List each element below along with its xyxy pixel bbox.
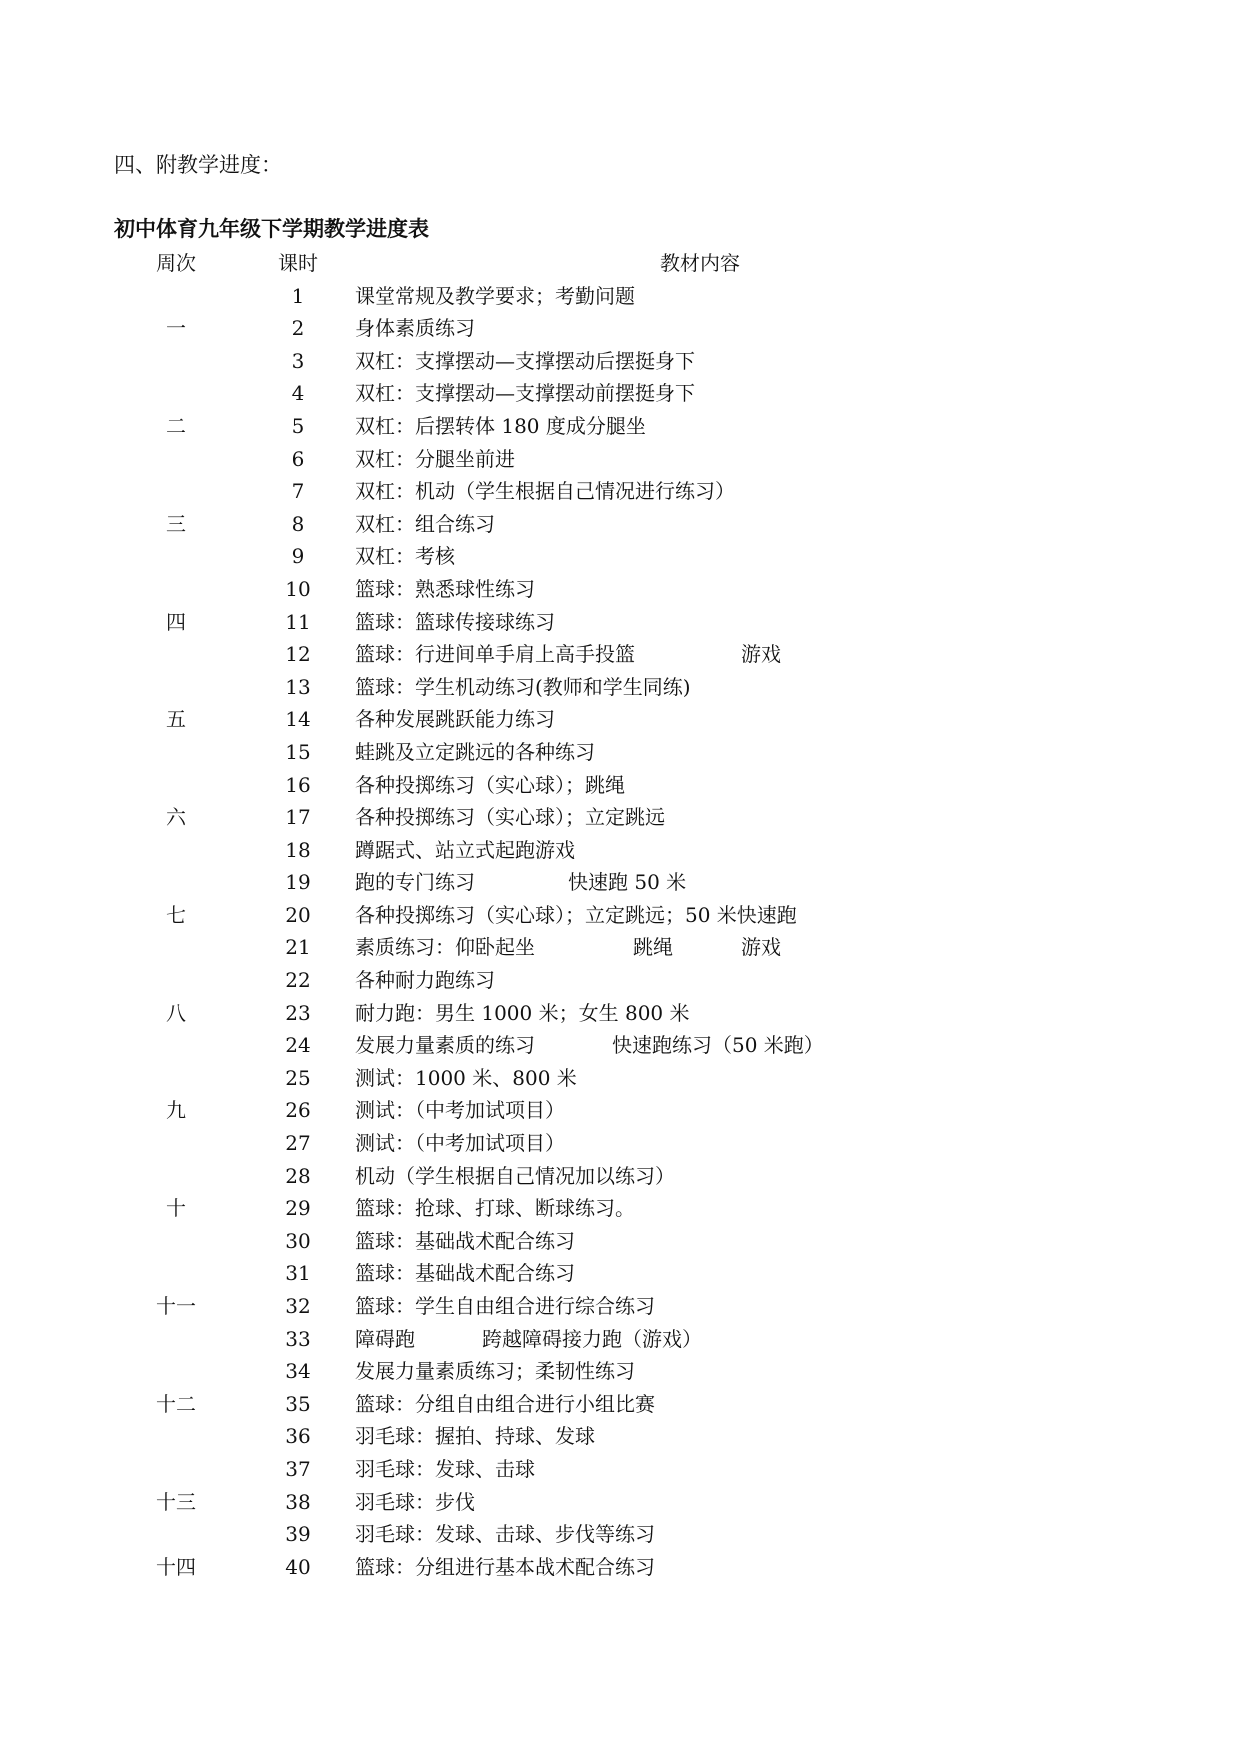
table-row (0, 410, 1241, 443)
table-row (0, 931, 1241, 964)
content-cell: 身体素质练习 (355, 316, 475, 341)
content-cell: 篮球：熟悉球性练习 (355, 576, 535, 601)
lesson-cell: 19 (285, 870, 311, 895)
lesson-cell: 8 (291, 511, 305, 536)
week-cell: 十二 (156, 1391, 196, 1416)
week-cell: 十三 (156, 1489, 196, 1514)
lesson-cell: 13 (285, 674, 311, 699)
content-cell: 篮球：抢球、打球、断球练习。 (355, 1196, 635, 1221)
header-lesson: 课时 (278, 251, 318, 275)
content-cell: 双杠：支撑摆动—支撑摆动前摆挺身下 (355, 381, 695, 406)
week-cell: 八 (166, 1000, 186, 1025)
week-cell: 十 (166, 1196, 186, 1221)
content-cell: 篮球：篮球传接球练习 (355, 609, 555, 634)
content-cell: 篮球：分组进行基本战术配合练习 (355, 1554, 655, 1579)
lesson-cell: 22 (285, 968, 311, 993)
lesson-cell: 32 (285, 1294, 311, 1318)
table-row (0, 508, 1241, 541)
content-cell: 羽毛球：发球、击球 (355, 1456, 535, 1481)
content-cell: 蛙跳及立定跳远的各种练习 (355, 739, 595, 764)
table-row (0, 475, 1241, 508)
lesson-cell: 2 (291, 316, 305, 341)
content-cell: 双杠：机动（学生根据自己情况进行练习） (355, 479, 735, 504)
content-cell: 障碍跑 (355, 1326, 415, 1351)
lesson-cell: 37 (285, 1456, 311, 1481)
table-row (0, 377, 1241, 410)
lesson-cell: 16 (285, 772, 311, 797)
content-cell: 各种投掷练习（实心球）；立定跳远 (355, 805, 665, 830)
content-note: 快速跑练习（50 米跑） (612, 1033, 824, 1058)
content-cell: 篮球：分组自由组合进行小组比赛 (355, 1391, 655, 1416)
content-cell: 双杠：考核 (355, 544, 455, 569)
lesson-cell: 25 (285, 1065, 311, 1090)
week-cell: 十四 (156, 1554, 196, 1579)
section-heading: 四、附教学进度： (114, 153, 282, 177)
table-row (0, 1062, 1241, 1095)
table-row (0, 1225, 1241, 1258)
table-title: 初中体育九年级下学期教学进度表 (114, 217, 429, 241)
table-row (0, 736, 1241, 769)
table-row (0, 1453, 1241, 1486)
table-header-row (0, 247, 1241, 280)
week-cell: 二 (166, 413, 186, 438)
week-cell: 四 (166, 609, 186, 634)
table-row (0, 801, 1241, 834)
table-row (0, 1388, 1241, 1421)
content-cell: 课堂常规及教学要求；考勤问题 (355, 283, 635, 308)
lesson-cell: 38 (285, 1489, 311, 1514)
content-cell: 双杠：组合练习 (355, 511, 495, 536)
lesson-cell: 10 (285, 576, 311, 601)
lesson-cell: 36 (285, 1424, 311, 1449)
content-cell: 篮球：基础战术配合练习 (355, 1228, 575, 1253)
table-row (0, 703, 1241, 736)
table-row (0, 345, 1241, 378)
lesson-cell: 12 (285, 642, 311, 667)
content-note: 游戏 (741, 642, 781, 667)
table-row (0, 899, 1241, 932)
content-cell: 各种投掷练习（实心球）；跳绳 (355, 772, 625, 797)
table-row (0, 1192, 1241, 1225)
content-cell: 各种发展跳跃能力练习 (355, 707, 555, 732)
table-row (0, 638, 1241, 671)
lesson-cell: 18 (285, 837, 311, 862)
lesson-cell: 27 (285, 1131, 311, 1156)
content-cell: 各种投掷练习（实心球）；立定跳远；50 米快速跑 (355, 902, 797, 927)
content-cell: 篮球：行进间单手肩上高手投篮 (355, 642, 635, 667)
table-row (0, 1257, 1241, 1290)
week-cell: 五 (166, 707, 186, 732)
lesson-cell: 31 (285, 1261, 311, 1286)
table-row (0, 280, 1241, 313)
week-cell: 十一 (156, 1294, 196, 1318)
lesson-cell: 1 (291, 283, 305, 308)
content-cell: 羽毛球：发球、击球、步伐等练习 (355, 1522, 655, 1547)
content-cell: 测试：1000 米、800 米 (355, 1065, 577, 1090)
lesson-cell: 9 (291, 544, 305, 569)
lesson-cell: 5 (291, 413, 305, 438)
content-cell: 羽毛球：步伐 (355, 1489, 475, 1514)
lesson-cell: 39 (285, 1522, 311, 1547)
lesson-cell: 15 (285, 739, 311, 764)
content-note: 跳绳 (633, 935, 673, 960)
content-cell: 测试：（中考加试项目） (355, 1098, 565, 1123)
content-cell: 素质练习：仰卧起坐 (355, 935, 535, 960)
lesson-cell: 4 (291, 381, 305, 406)
lesson-cell: 7 (291, 479, 305, 504)
table-row (0, 1355, 1241, 1388)
table-row (0, 1486, 1241, 1519)
table-row (0, 1094, 1241, 1127)
week-cell: 一 (166, 316, 186, 341)
week-cell: 七 (166, 902, 186, 927)
lesson-cell: 14 (285, 707, 311, 732)
table-row (0, 1029, 1241, 1062)
table-row (0, 834, 1241, 867)
lesson-cell: 11 (285, 609, 311, 634)
table-row (0, 671, 1241, 704)
week-cell: 六 (166, 805, 186, 830)
content-note: 游戏 (741, 935, 781, 960)
content-cell: 发展力量素质练习；柔韧性练习 (355, 1359, 635, 1384)
header-week: 周次 (156, 251, 196, 275)
week-cell: 九 (166, 1098, 186, 1123)
lesson-cell: 29 (285, 1196, 311, 1221)
content-cell: 双杠：分腿坐前进 (355, 446, 515, 471)
schedule-table (0, 247, 1241, 1583)
lesson-cell: 34 (285, 1359, 311, 1384)
table-row (0, 1518, 1241, 1551)
content-cell: 篮球：学生自由组合进行综合练习 (355, 1294, 655, 1318)
content-cell: 机动（学生根据自己情况加以练习） (355, 1163, 675, 1188)
table-row (0, 1551, 1241, 1584)
content-cell: 跑的专门练习 (355, 870, 475, 895)
table-row (0, 964, 1241, 997)
table-row (0, 997, 1241, 1030)
content-cell: 双杠：后摆转体 180 度成分腿坐 (355, 413, 646, 438)
content-cell: 篮球：学生机动练习(教师和学生同练) (355, 674, 691, 699)
table-row (0, 573, 1241, 606)
content-cell: 羽毛球：握拍、持球、发球 (355, 1424, 595, 1449)
content-note: 快速跑 50 米 (568, 870, 687, 895)
table-body (0, 280, 1241, 1584)
table-row (0, 443, 1241, 476)
content-note: 跨越障碍接力跑（游戏） (482, 1326, 702, 1351)
table-row (0, 606, 1241, 639)
table-row (0, 312, 1241, 345)
content-cell: 测试：（中考加试项目） (355, 1131, 565, 1156)
table-row (0, 1290, 1241, 1323)
lesson-cell: 3 (291, 348, 305, 373)
content-cell: 双杠：支撑摆动—支撑摆动后摆挺身下 (355, 348, 695, 373)
content-cell: 耐力跑：男生 1000 米；女生 800 米 (355, 1000, 690, 1025)
table-row (0, 1127, 1241, 1160)
lesson-cell: 17 (285, 805, 311, 830)
content-cell: 蹲踞式、站立式起跑游戏 (355, 837, 575, 862)
lesson-cell: 21 (285, 935, 311, 960)
lesson-cell: 33 (285, 1326, 311, 1351)
content-cell: 各种耐力跑练习 (355, 968, 495, 993)
lesson-cell: 6 (291, 446, 305, 471)
lesson-cell: 28 (285, 1163, 311, 1188)
lesson-cell: 20 (285, 902, 311, 927)
table-row (0, 1420, 1241, 1453)
week-cell: 三 (166, 511, 186, 536)
lesson-cell: 23 (285, 1000, 311, 1025)
lesson-cell: 30 (285, 1228, 311, 1253)
table-row (0, 1160, 1241, 1193)
table-row (0, 540, 1241, 573)
lesson-cell: 26 (285, 1098, 311, 1123)
lesson-cell: 24 (285, 1033, 311, 1058)
header-content: 教材内容 (660, 251, 740, 275)
content-cell: 发展力量素质的练习 (355, 1033, 535, 1058)
table-row (0, 769, 1241, 802)
table-row (0, 866, 1241, 899)
lesson-cell: 40 (285, 1554, 311, 1579)
table-row (0, 1323, 1241, 1356)
content-cell: 篮球：基础战术配合练习 (355, 1261, 575, 1286)
lesson-cell: 35 (285, 1391, 311, 1416)
